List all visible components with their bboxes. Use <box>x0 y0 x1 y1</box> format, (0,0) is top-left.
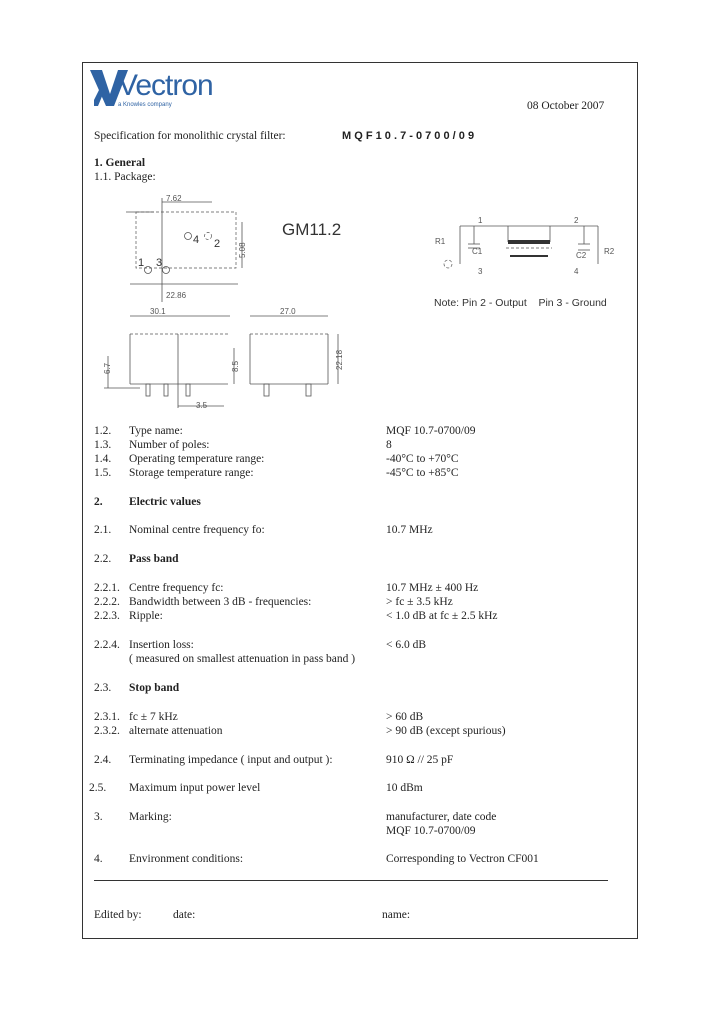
spec-1-4-value: -40°C to +70°C <box>386 453 459 465</box>
passband-row-4-label: Insertion loss: <box>129 639 194 651</box>
passband-row-2-label: Bandwidth between 3 dB - frequencies: <box>129 596 312 608</box>
spec-1-5-value: -45°C to +85°C <box>386 467 459 479</box>
part-number: M Q F 1 0 . 7 - 0 7 0 0 / 0 9 <box>342 130 475 142</box>
document-date: 08 October 2007 <box>527 100 605 112</box>
schematic-r2: R2 <box>604 247 615 256</box>
section-general-heading: 1. General <box>94 157 146 169</box>
passband-row-4-value: < 6.0 dB <box>386 639 427 651</box>
footer-divider <box>94 880 608 881</box>
pin-note: Note: Pin 2 - Output Pin 3 - Ground <box>434 297 607 309</box>
schematic-r1: R1 <box>435 237 446 246</box>
package-side-view <box>244 308 354 418</box>
passband-row-4-num: 2.2.4. <box>94 639 120 651</box>
nominal-value: 10.7 MHz <box>386 524 433 536</box>
spec-1-5-label: Storage temperature range: <box>129 467 254 479</box>
package-top-view <box>126 192 266 302</box>
terminating-value: 910 Ω // 25 pF <box>386 754 454 766</box>
stopband-row-1-value: > 60 dB <box>386 711 424 723</box>
schematic-node-2: 2 <box>574 216 579 225</box>
passband-row-3-value: < 1.0 dB at fc ± 2.5 kHz <box>386 610 498 622</box>
pin-4-label: 4 <box>193 234 200 246</box>
spec-1-5-num: 1.5. <box>94 467 112 479</box>
marking-value-2: MQF 10.7-0700/09 <box>386 825 476 837</box>
pin-3-label: 3 <box>156 257 163 269</box>
footer-date: date: <box>173 909 196 921</box>
stopband-row-1-label: fc ± 7 kHz <box>129 711 178 723</box>
passband-row-1-num: 2.2.1. <box>94 582 120 594</box>
stopband-row-2-num: 2.3.2. <box>94 725 120 737</box>
package-front-view <box>100 308 240 418</box>
dim-height-3: 22.18 <box>335 349 344 370</box>
footer-edited-by: Edited by: <box>94 909 142 921</box>
schematic-c1: C1 <box>472 247 483 256</box>
schematic-node-3: 3 <box>478 267 483 276</box>
dim-front-width: 30.1 <box>150 307 166 316</box>
spec-1-3-num: 1.3. <box>94 439 112 451</box>
schematic-node-4: 4 <box>574 267 579 276</box>
dim-height-2: 8.5 <box>231 360 240 372</box>
package-code: GM11.2 <box>282 220 342 239</box>
marking-num: 3. <box>94 811 103 823</box>
passband-heading: Pass band <box>129 553 179 565</box>
environment-label: Environment conditions: <box>129 853 244 865</box>
electric-heading: Electric values <box>129 496 201 508</box>
stopband-row-1-num: 2.3.1. <box>94 711 120 723</box>
passband-row-3-label: Ripple: <box>129 610 163 622</box>
stopband-row-2-value: > 90 dB (except spurious) <box>386 725 506 737</box>
dim-side-width: 27.0 <box>280 307 296 316</box>
passband-heading-num: 2.2. <box>94 553 112 565</box>
pin-1-label: 1 <box>138 257 145 269</box>
spec-1-2-num: 1.2. <box>94 425 112 437</box>
nominal-num: 2.1. <box>94 524 112 536</box>
stopband-heading: Stop band <box>129 682 180 694</box>
marking-label: Marking: <box>129 811 172 823</box>
terminating-num: 2.4. <box>94 754 112 766</box>
passband-row-1-label: Centre frequency fc: <box>129 582 224 594</box>
spec-1-4-label: Operating temperature range: <box>129 453 265 465</box>
spec-1-2-label: Type name: <box>129 425 183 437</box>
footer-name: name: <box>382 909 411 921</box>
spec-label: Specification for monolithic crystal filter: <box>94 130 286 142</box>
environment-num: 4. <box>94 853 103 865</box>
spec-1-3-label: Number of poles: <box>129 439 210 451</box>
power-num: 2.5. <box>89 782 107 794</box>
schematic-node-1: 1 <box>478 216 483 225</box>
dim-bottom: 22.86 <box>166 291 187 300</box>
marking-value-1: manufacturer, date code <box>386 811 497 823</box>
dim-pitch: 3.5 <box>196 401 208 410</box>
spec-1-3-value: 8 <box>386 439 392 451</box>
spec-1-4-num: 1.4. <box>94 453 112 465</box>
logo-wordmark: Vectron <box>118 69 213 102</box>
passband-row-2-value: > fc ± 3.5 kHz <box>386 596 453 608</box>
power-value: 10 dBm <box>386 782 423 794</box>
terminating-label: Terminating impedance ( input and output ): <box>129 754 333 766</box>
dim-height-1: 6.7 <box>103 362 112 374</box>
circuit-schematic <box>432 214 622 284</box>
spec-1-2-value: MQF 10.7-0700/09 <box>386 425 476 437</box>
stopband-heading-num: 2.3. <box>94 682 112 694</box>
stopband-row-2-label: alternate attenuation <box>129 725 223 737</box>
electric-heading-num: 2. <box>94 496 103 508</box>
logo-subtitle: a Knowles company <box>118 102 172 108</box>
schematic-c2: C2 <box>576 251 587 260</box>
passband-row-1-value: 10.7 MHz ± 400 Hz <box>386 582 479 594</box>
dim-top: 7.62 <box>166 194 182 203</box>
passband-row-3-num: 2.2.3. <box>94 610 120 622</box>
environment-value: Corresponding to Vectron CF001 <box>386 853 539 865</box>
power-label: Maximum input power level <box>129 782 261 794</box>
passband-row-2-num: 2.2.2. <box>94 596 120 608</box>
package-label: 1.1. Package: <box>94 171 156 183</box>
pin-2-label: 2 <box>214 238 221 250</box>
nominal-label: Nominal centre frequency fo: <box>129 524 265 536</box>
dim-side: 5.08 <box>238 242 247 258</box>
insertion-loss-note: ( measured on smallest attenuation in pass band ) <box>129 653 356 665</box>
